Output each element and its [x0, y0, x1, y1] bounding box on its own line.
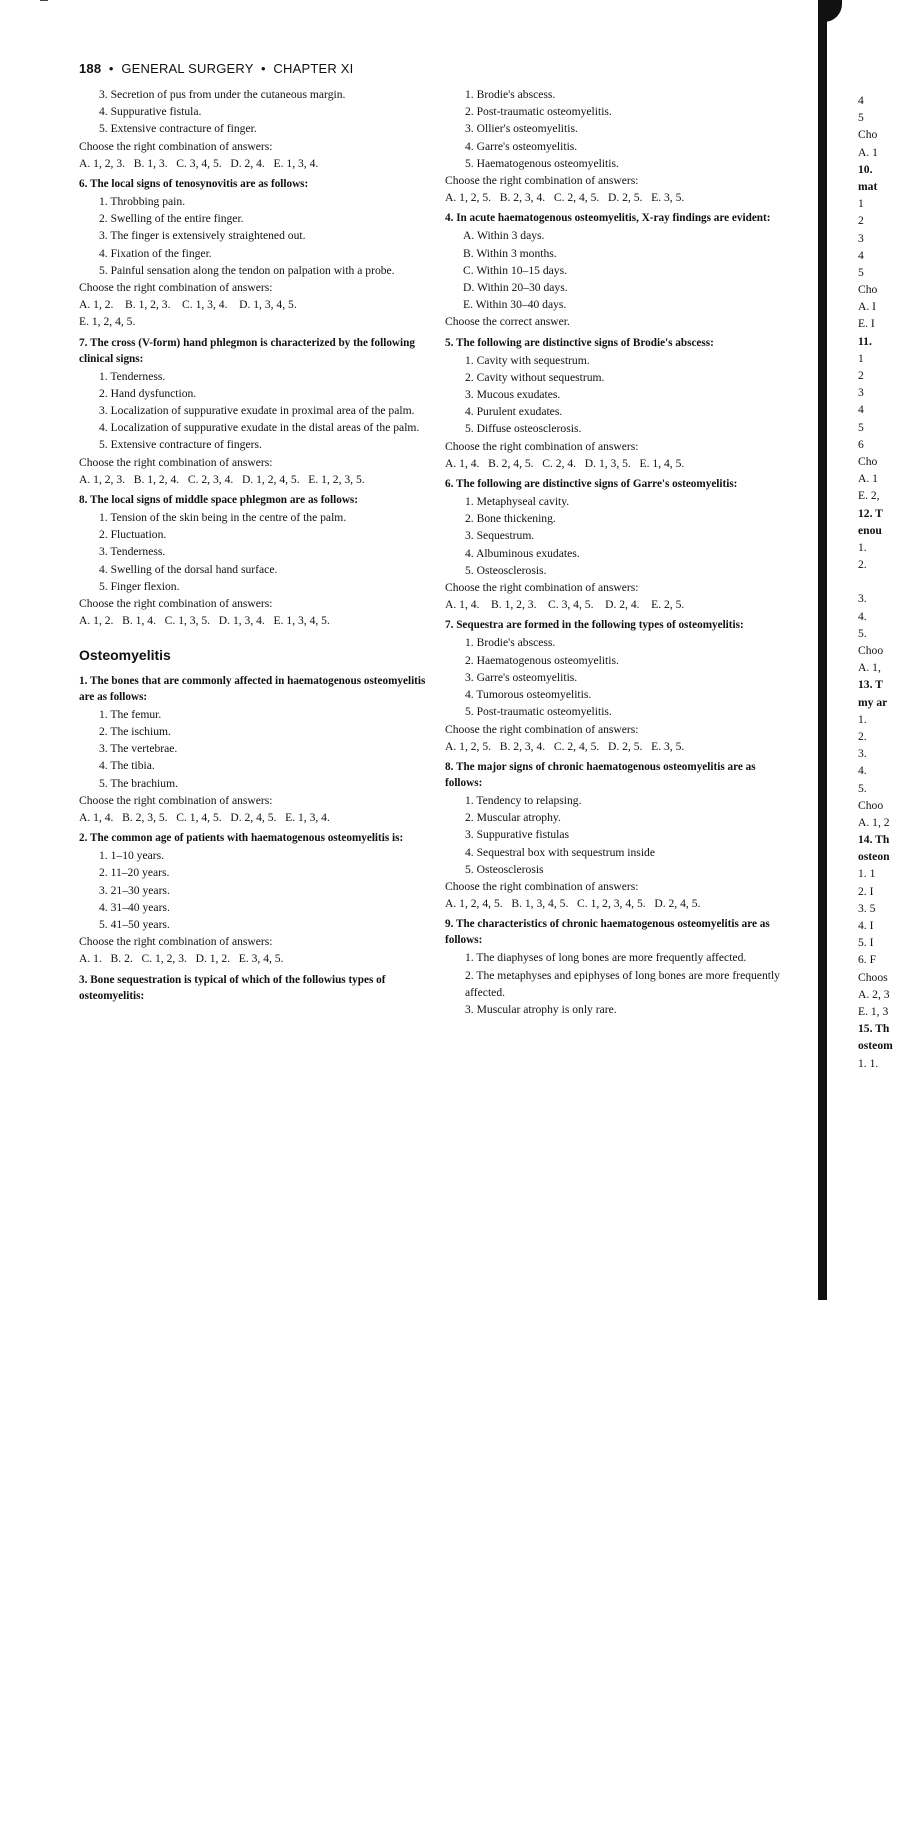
facing-page-fragment: E. I [858, 317, 875, 331]
facing-page-fragment: mat [858, 179, 878, 193]
osteo-question-3-continued [445, 86, 783, 206]
list-item: 5. Extensive contracture of fingers. [99, 438, 262, 452]
choose-instruction: Choose the right combination of answers: [79, 139, 273, 153]
osteo-question-3 [79, 972, 429, 1004]
list-item: 1. Throbbing pain. [99, 195, 186, 209]
list-item: 3. The vertebrae. [99, 742, 178, 756]
list-item: 3. Tenderness. [99, 545, 166, 559]
list-item: 1. The diaphyses of long bones are more frequently affected. [465, 951, 747, 965]
question-stem: 3. Bone sequestration is typical of which of the followius types of osteomyelitis: [79, 973, 386, 1002]
list-item: A. Within 3 days. [463, 229, 545, 243]
list-item: 5. Extensive contracture of finger. [99, 122, 257, 136]
list-item: 4. Albuminous exudates. [465, 546, 580, 560]
list-item: 3. Secretion of pus from under the cutaneous margin. [99, 88, 346, 101]
choose-instruction: Choose the right combination of answers: [79, 597, 273, 611]
choose-instruction: Choose the right combination of answers: [445, 879, 639, 893]
question-stem: 5. The following are distinctive signs of Brodie's abscess: [445, 336, 714, 349]
facing-page-fragment: A. 1, 2 [858, 815, 890, 829]
answer-options: A. 1, 2. B. 1, 2, 3. C. 1, 3, 4. D. 1, 3, 4, 5. [79, 298, 297, 312]
facing-page-fragment: 11. [858, 334, 872, 348]
facing-page-fragment: 3. [858, 592, 867, 606]
list-item: 1. Brodie's abscess. [465, 88, 556, 101]
facing-page-fragment: 6. F [858, 953, 877, 967]
facing-page-fragment: 2. [858, 558, 867, 572]
list-item: 5. 41–50 years. [99, 917, 170, 931]
list-item: 5. Diffuse osteosclerosis. [465, 422, 582, 436]
osteo-question-2 [79, 830, 429, 967]
list-item: 2. Cavity without sequestrum. [465, 370, 605, 384]
list-item: 5. Osteosclerosis. [465, 563, 547, 577]
list-item: 5. Haematogenous osteomyelitis. [465, 156, 619, 170]
facing-page-fragment: 3 [858, 231, 864, 245]
choose-instruction: Choose the right combination of answers: [79, 793, 273, 807]
facing-page-fragment: 12. T [858, 506, 883, 520]
facing-page-fragment: 4 [858, 248, 864, 262]
facing-page-fragment: A. 1, [858, 661, 881, 675]
choose-instruction: Choose the right combination of answers: [79, 281, 273, 295]
binding-shadow [818, 0, 827, 1300]
list-item: 5. Osteosclerosis [465, 862, 544, 876]
facing-page-fragment: Choos [858, 970, 888, 984]
facing-page-fragment: my ar [858, 695, 888, 709]
facing-page-fragment: 4. [858, 609, 867, 623]
list-item: 4. Sequestral box with sequestrum inside [465, 845, 655, 859]
facing-page-fragment: osteom [858, 1039, 893, 1053]
left-column [79, 86, 429, 1008]
list-item: 3. Suppurative fistulas [465, 828, 570, 842]
continued-question [79, 86, 429, 172]
header-bullet: • [261, 61, 266, 76]
list-item: 3. Mucous exudates. [465, 388, 561, 402]
facing-page-fragment: E. 2, [858, 489, 880, 503]
list-item: 2. Bone thickening. [465, 512, 556, 526]
facing-page-fragment: 1 [858, 197, 864, 211]
facing-page-fragment: 4 [858, 403, 864, 417]
question-stem: 7. Sequestra are formed in the following types of osteomyelitis: [445, 619, 744, 632]
choose-instruction: Choose the right combination of answers: [445, 581, 639, 595]
section-title: Osteomyelitis [79, 647, 171, 664]
facing-page-fragment: Cho [858, 128, 878, 142]
facing-page-fragment: 1 [858, 351, 864, 365]
list-item: C. Within 10–15 days. [463, 263, 567, 277]
list-item: 2. Hand dysfunction. [99, 386, 197, 400]
facing-page-fragment: A. 1 [858, 472, 878, 486]
question-stem: 9. The characteristics of chronic haematogenous osteomyelitis are as follows: [445, 918, 770, 947]
question-7 [79, 335, 429, 488]
osteo-question-1 [79, 673, 429, 826]
facing-page-fragment: 1. [858, 540, 867, 554]
question-6 [79, 176, 429, 331]
list-item: 4. The tibia. [99, 759, 155, 773]
book-title: GENERAL SURGERY [121, 61, 254, 76]
facing-page-fragment: 5 [858, 420, 864, 434]
list-item: 4. Tumorous osteomyelitis. [465, 688, 592, 702]
facing-page-fragment: 3. [858, 747, 867, 761]
right-column [445, 86, 783, 1022]
facing-page-fragment: 1. 1 [858, 867, 876, 881]
osteo-question-4 [445, 210, 783, 330]
list-item: 1. Brodie's abscess. [465, 636, 556, 650]
list-item: 1. Metaphyseal cavity. [465, 495, 570, 509]
facing-page-fragment: A. 1 [858, 145, 878, 159]
answer-options: A. 1, 2, 5. B. 2, 3, 4. C. 2, 4, 5. D. 2, 5. E. 3, 5. [445, 739, 685, 753]
list-item: B. Within 3 months. [463, 246, 557, 260]
facing-page-edge-text [858, 92, 899, 1072]
facing-page-fragment: 5 [858, 265, 864, 279]
list-item: 2. Muscular atrophy. [465, 811, 561, 825]
list-item: 1. 1–10 years. [99, 849, 165, 863]
answer-options: A. 1, 2, 3. B. 1, 3. C. 3, 4, 5. D. 2, 4. E. 1, 3, 4. [79, 156, 319, 170]
osteo-question-7 [445, 617, 783, 754]
answer-options: E. 1, 2, 4, 5. [79, 315, 136, 329]
choose-instruction: Choose the correct answer. [445, 315, 570, 329]
answer-options: A. 1, 2, 5. B. 2, 3, 4. C. 2, 4, 5. D. 2, 5. E. 3, 5. [445, 191, 685, 205]
facing-page-fragment: 2. I [858, 884, 874, 898]
list-item: 1. Cavity with sequestrum. [465, 353, 590, 367]
answer-options: A. 1, 2. B. 1, 4. C. 1, 3, 5. D. 1, 3, 4. E. 1, 3, 4, 5. [79, 614, 330, 628]
facing-page-fragment: 4. [858, 764, 867, 778]
facing-page-fragment: Cho [858, 454, 878, 468]
list-item: 1. Tenderness. [99, 369, 166, 383]
list-item: 2. 11–20 years. [99, 866, 170, 880]
list-item: D. Within 20–30 days. [463, 281, 568, 295]
facing-page-fragment: 5. [858, 626, 867, 640]
osteo-question-8 [445, 759, 783, 912]
facing-page-fragment: 13. T [858, 678, 883, 692]
choose-instruction: Choose the right combination of answers: [79, 455, 273, 469]
facing-page-fragment: 1. [858, 712, 867, 726]
list-item: 3. Localization of suppurative exudate in proximal area of the palm. [99, 404, 415, 418]
choose-instruction: Choose the right combination of answers: [445, 439, 639, 453]
list-item: 4. Localization of suppurative exudate in the distal areas of the palm. [99, 421, 420, 435]
list-item: 3. 21–30 years. [99, 883, 170, 897]
list-item: E. Within 30–40 days. [463, 298, 567, 312]
question-stem: 6. The local signs of tenosynovitis are as follows: [79, 178, 309, 191]
facing-page-fragment: A. I [858, 300, 877, 314]
facing-page-fragment: 6 [858, 437, 864, 451]
list-item: 1. Tendency to relapsing. [465, 793, 582, 807]
facing-page-fragment: 4 [858, 94, 864, 107]
facing-page-fragment: 3 [858, 386, 864, 400]
answer-options: A. 1, 4. B. 1, 2, 3. C. 3, 4, 5. D. 2, 4. E. 2, 5. [445, 598, 685, 612]
list-item: 5. Finger flexion. [99, 579, 180, 593]
facing-page-fragment: 15. Th [858, 1022, 890, 1036]
facing-page-fragment: 4. I [858, 919, 874, 932]
answer-options: A. 1. B. 2. C. 1, 2, 3. D. 1, 2. E. 3, 4, 5. [79, 952, 284, 966]
osteo-question-5 [445, 335, 783, 472]
list-item: 4. Fixation of the finger. [99, 246, 212, 260]
list-item: 5. Post-traumatic osteomyelitis. [465, 705, 612, 719]
list-item: 2. Haematogenous osteomyelitis. [465, 653, 619, 667]
choose-instruction: Choose the right combination of answers: [79, 935, 273, 949]
facing-page-fragment: enou [858, 523, 882, 537]
facing-page-fragment: 3. 5 [858, 901, 876, 915]
facing-page-fragment: A. 2, 3 [858, 987, 890, 1001]
scan-mark [40, 0, 48, 1]
question-stem: 6. The following are distinctive signs of Garre's osteomyelitis: [445, 478, 738, 491]
facing-page-fragment: 14. Th [858, 833, 890, 847]
list-item: 4. Purulent exudates. [465, 405, 563, 419]
list-item: 5. Painful sensation along the tendon on palpation with a probe. [99, 263, 395, 277]
list-item: 3. Sequestrum. [465, 529, 535, 543]
list-item: 4. 31–40 years. [99, 900, 170, 914]
answer-options: A. 1, 2, 4, 5. B. 1, 3, 4, 5. C. 1, 2, 3, 4, 5. D. 2, 4, 5. [445, 897, 701, 911]
facing-page-fragment: 10. [858, 162, 873, 176]
list-item: 2. The ischium. [99, 724, 171, 738]
facing-page-fragment: 5 [858, 111, 864, 125]
question-stem: 7. The cross (V-form) hand phlegmon is characterized by the following clinical signs: [79, 336, 415, 365]
list-item: 2. Swelling of the entire finger. [99, 212, 244, 226]
facing-page-fragment: Choo [858, 798, 884, 812]
answer-options: A. 1, 4. B. 2, 4, 5. C. 2, 4. D. 1, 3, 5. E. 1, 4, 5. [445, 456, 685, 470]
list-item: 3. The finger is extensively straightened out. [99, 229, 306, 243]
header-bullet: • [108, 61, 114, 76]
facing-page-fragment: 5. I [858, 936, 874, 950]
question-8 [79, 492, 429, 629]
list-item: 3. Garre's osteomyelitis. [465, 670, 578, 684]
list-item: 3. Muscular atrophy is only rare. [465, 1002, 617, 1016]
page-number: 188 [79, 61, 102, 76]
facing-page-fragment: 2. [858, 729, 867, 743]
facing-page-fragment: 5. [858, 781, 867, 795]
question-stem: 4. In acute haematogenous osteomyelitis, X-ray findings are evident: [445, 212, 771, 225]
list-item: 2. Post-traumatic osteomyelitis. [465, 105, 612, 119]
list-item: 1. The femur. [99, 707, 162, 721]
question-stem: 8. The local signs of middle space phlegmon are as follows: [79, 494, 358, 507]
osteo-question-6 [445, 476, 783, 613]
answer-options: A. 1, 4. B. 2, 3, 5. C. 1, 4, 5. D. 2, 4, 5. E. 1, 3, 4. [79, 810, 330, 824]
list-item: 3. Ollier's osteomyelitis. [465, 122, 578, 136]
facing-page-fragment: osteon [858, 850, 890, 864]
question-stem: 2. The common age of patients with haematogenous osteomyelitis is: [79, 832, 404, 845]
facing-page-fragment: E. 1, 3 [858, 1004, 889, 1018]
list-item: 2. The metaphyses and epiphyses of long bones are more frequently affected. [465, 968, 780, 999]
facing-page-fragment: 2 [858, 369, 864, 382]
list-item: 4. Swelling of the dorsal hand surface. [99, 562, 278, 576]
facing-page-fragment: Cho [858, 283, 878, 297]
list-item: 2. Fluctuation. [99, 528, 167, 542]
chapter-label: CHAPTER XI [273, 61, 354, 76]
osteo-question-9 [445, 916, 783, 1018]
facing-page-fragment: 2 [858, 214, 864, 228]
list-item: 4. Suppurative fistula. [99, 105, 202, 119]
list-item: 4. Garre's osteomyelitis. [465, 139, 578, 153]
choose-instruction: Choose the right combination of answers: [445, 174, 639, 188]
question-stem: 1. The bones that are commonly affected in haematogenous osteomyelitis are as follows: [79, 674, 426, 703]
list-item: 5. The brachium. [99, 776, 178, 790]
facing-page-fragment [858, 573, 899, 590]
running-header [79, 61, 353, 76]
question-stem: 8. The major signs of chronic haematogenous osteomyelitis are as follows: [445, 760, 756, 789]
list-item: 1. Tension of the skin being in the centre of the palm. [99, 511, 347, 525]
answer-options: A. 1, 2, 3. B. 1, 2, 4. C. 2, 3, 4. D. 1, 2, 4, 5. E. 1, 2, 3, 5. [79, 472, 365, 486]
facing-page-fragment: 1. 1. [858, 1056, 879, 1070]
choose-instruction: Choose the right combination of answers: [445, 722, 639, 736]
facing-page-fragment: Choo [858, 644, 884, 657]
